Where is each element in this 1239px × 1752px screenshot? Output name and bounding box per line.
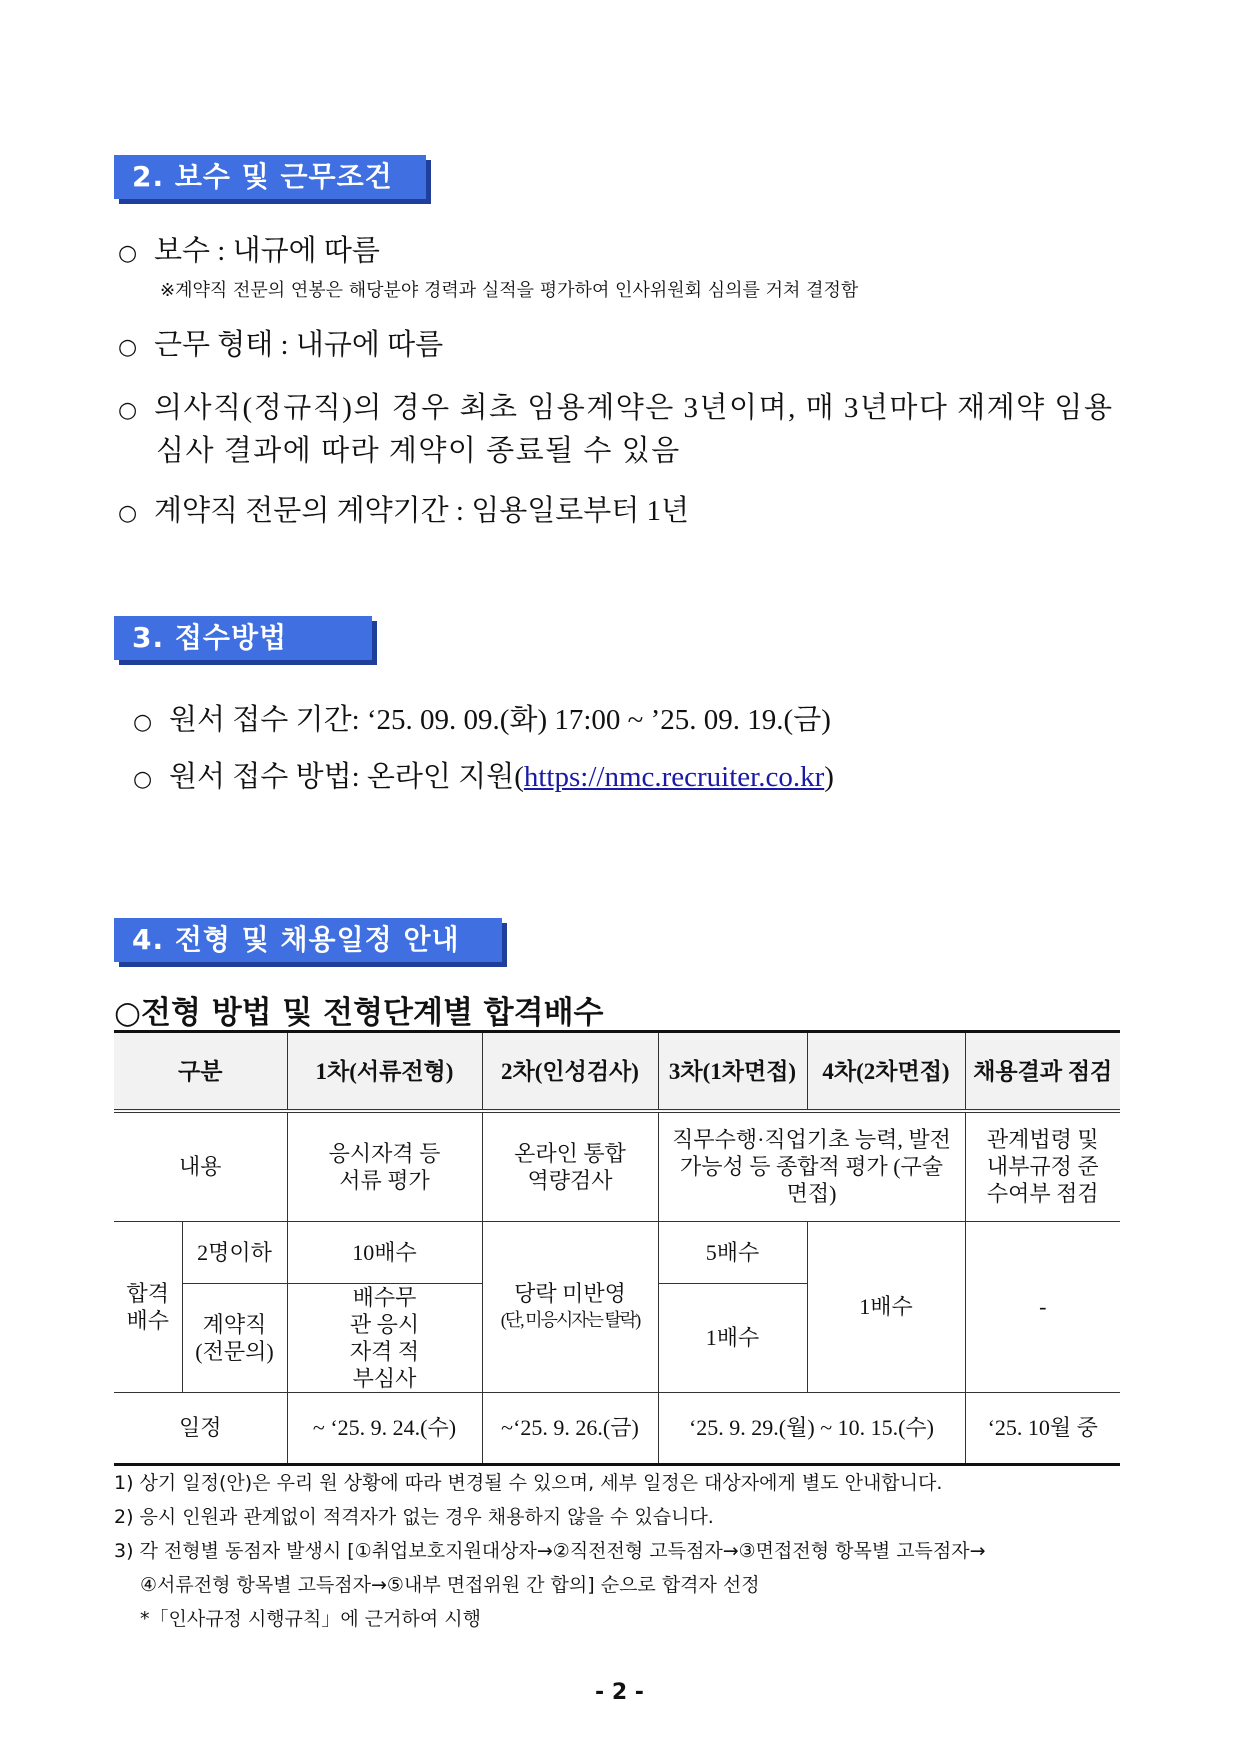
- pass-stage-2-main: 당락 미반영: [514, 1280, 626, 1306]
- circle-bullet-icon: ○: [118, 501, 138, 526]
- schedule-stage-1: ~ ‘25. 9. 24.(수): [287, 1392, 482, 1464]
- header-stage-3: 3차(1차면접): [658, 1032, 807, 1112]
- content-label: 내용: [114, 1111, 287, 1221]
- application-period-item: ○ 원서 접수 기간: ‘25. 09. 09.(화) 17:00 ~ ’25. 09. 19.(금): [133, 704, 831, 736]
- header-stage-2: 2차(인성검사): [482, 1032, 658, 1112]
- header-stage-1: 1차(서류전형): [287, 1032, 482, 1112]
- footnote-1: 1) 상기 일정(안)은 우리 원 상황에 따라 변경될 수 있으며, 세부 일정은 대상자에게 별도 안내합니다.: [114, 1472, 943, 1494]
- pass-stage-2: [482, 1221, 658, 1392]
- schedule-stage-2: ~‘25. 9. 26.(금): [482, 1392, 658, 1464]
- selection-method-title: ○전형 방법 및 전형단계별 합격배수: [114, 995, 604, 1031]
- header-category: 구분: [114, 1032, 287, 1112]
- schedule-result-check: ‘25. 10월 중: [965, 1392, 1120, 1464]
- content-result-check: 관계법령 및 내부규정 준수여부 점검: [965, 1111, 1120, 1221]
- application-method-item: ○ 원서 접수 방법: 온라인 지원(https://nmc.recruiter.co.kr): [133, 761, 834, 793]
- salary-note: ※계약직 전문의 연봉은 해당분야 경력과 실적을 평가하여 인사위원회 심의를 거쳐 결정함: [160, 280, 859, 301]
- contract-period-item: ○ 계약직 전문의 계약기간 : 임용일로부터 1년: [118, 495, 690, 527]
- schedule-label: 일정: [114, 1392, 287, 1464]
- circle-bullet-icon: ○: [133, 767, 153, 792]
- recruiter-link[interactable]: https://nmc.recruiter.co.kr: [523, 761, 825, 793]
- pass-stage-2-note: (단, 미응시자는 탈락): [500, 1309, 640, 1330]
- circle-bullet-icon: ○: [118, 335, 138, 360]
- schedule-stage-3-4: ‘25. 9. 29.(월) ~ 10. 15.(수): [658, 1392, 965, 1464]
- page-number: - 2 -: [595, 1680, 644, 1705]
- content-stage-2: 온라인 통합역량검사: [482, 1111, 658, 1221]
- table-row-content: [114, 1111, 1120, 1221]
- footnote-3: 3) 각 전형별 동점자 발생시 [①취업보호지원대상자→②직전전형 고득점자→③면접전형 항목별 고득점자→: [114, 1540, 986, 1562]
- table-row-schedule: [114, 1392, 1120, 1464]
- footnote-3-cont: ④서류전형 항목별 고득점자→⑤내부 면접위원 간 합의] 순으로 합격자 선정: [140, 1574, 760, 1596]
- pass-row-b-stage-1: 배수무관 응시자격 적부심사: [287, 1283, 482, 1392]
- header-stage-4: 4차(2차면접): [807, 1032, 965, 1112]
- content-stage-1: 응시자격 등 서류 평가: [287, 1111, 482, 1221]
- footnote-4: *「인사규정 시행규칙」에 근거하여 시행: [140, 1608, 481, 1630]
- section-4-heading: 4. 전형 및 채용일정 안내: [114, 918, 502, 962]
- section-3-heading: 3. 접수방법: [114, 616, 372, 660]
- pass-multiple-label: 합격 배수: [114, 1221, 182, 1392]
- pass-row-b-stage-3: 1배수: [658, 1283, 807, 1392]
- pass-result-check: -: [965, 1221, 1120, 1392]
- pass-row-a-stage-1: 10배수: [287, 1221, 482, 1283]
- schedule-table: [114, 1030, 1120, 1466]
- work-type-item: ○ 근무 형태 : 내규에 따름: [118, 329, 444, 361]
- pass-row-b-label: 계약직 (전문의): [182, 1283, 287, 1392]
- header-result-check: 채용결과 점검: [965, 1032, 1120, 1112]
- contract-item-cont: 심사 결과에 따라 계약이 종료될 수 있음: [156, 435, 681, 467]
- contract-item: ○ 의사직(정규직)의 경우 최초 임용계약은 3년이며, 매 3년마다 재계약 임용: [118, 392, 1114, 424]
- pass-stage-4: 1배수: [807, 1221, 965, 1392]
- circle-bullet-icon: ○: [133, 710, 153, 735]
- section-2-heading: 2. 보수 및 근무조건: [114, 155, 426, 199]
- table-header-row: [114, 1032, 1120, 1112]
- content-stage-3-4: 직무수행·직업기초 능력, 발전가능성 등 종합적 평가 (구술 면접): [658, 1111, 965, 1221]
- salary-item: ○ 보수 : 내규에 따름: [118, 235, 380, 267]
- pass-row-a-label: 2명이하: [182, 1221, 287, 1283]
- pass-row-a-stage-3: 5배수: [658, 1221, 807, 1283]
- footnote-2: 2) 응시 인원과 관계없이 적격자가 없는 경우 채용하지 않을 수 있습니다.: [114, 1506, 714, 1528]
- circle-bullet-icon: ○: [118, 398, 139, 423]
- table-row-pass-a: [114, 1221, 1120, 1283]
- circle-bullet-icon: ○: [118, 241, 138, 266]
